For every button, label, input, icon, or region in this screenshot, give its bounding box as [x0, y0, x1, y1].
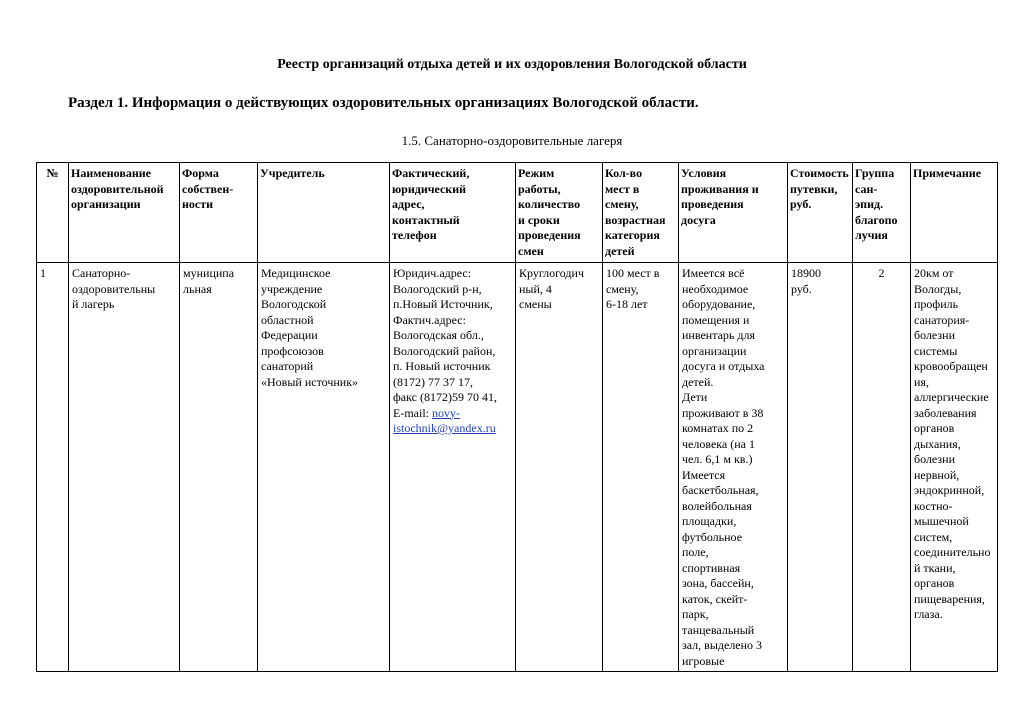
registry-table: [36, 162, 998, 672]
cell-capacity: 100 мест в смену, 6-18 лет: [603, 263, 679, 672]
table-header-row: [37, 163, 998, 263]
header-name: Наименование оздоровительной организации: [69, 163, 180, 263]
address-text: Юридич.адрес: Вологодский р-н, п.Новый Источник, Фактич.адрес: Вологодская обл., Вологодский район, п. Новый источник (8172) 77 37 17, факс (8172)59 70 41, E-mail:: [393, 266, 497, 420]
cell-ownership: муниципа льная: [180, 263, 258, 672]
cell-address: [390, 263, 516, 672]
cell-note: 20км от Вологды, профиль санатория- болезни системы кровообращен ия, аллергические заболевания органов дыхания, болезни нервной, эндокринной, костно- мышечной систем, соединительно й ткани, органов пищеварения, глаза.: [911, 263, 998, 672]
table-row: [37, 263, 998, 672]
cell-cost: 18900 руб.: [788, 263, 853, 672]
header-schedule: Режим работы, количество и сроки проведения смен: [516, 163, 603, 263]
header-capacity: Кол-во мест в смену, возрастная категория детей: [603, 163, 679, 263]
cell-conditions: Имеется всё необходимое оборудование, помещения и инвентарь для организации досуга и отдыха детей. Дети проживают в 38 комнатах по 2 человека (на 1 чел. 6,1 м кв.) Имеется баскетбольная, волейбольная площадки, футбольное поле, спортивная зона, бассейн, каток, скейт- парк, танцевальный зал, выделено 3 игровые: [679, 263, 788, 672]
header-conditions: Условия проживания и проведения досуга: [679, 163, 788, 263]
header-num: №: [37, 163, 69, 263]
header-cost: Стоимость путевки, руб.: [788, 163, 853, 263]
section-heading: Раздел 1. Информация о действующих оздоровительных организациях Вологодской области.: [68, 95, 699, 111]
cell-group: 2: [853, 263, 911, 672]
header-ownership: Форма собствен- ности: [180, 163, 258, 263]
cell-name: Санаторно- оздоровительны й лагерь: [69, 263, 180, 672]
header-group: Группа сан- эпид. благопо лучия: [853, 163, 911, 263]
header-note: Примечание: [911, 163, 998, 263]
cell-schedule: Круглогодич ный, 4 смены: [516, 263, 603, 672]
cell-founder: Медицинское учреждение Вологодской областной Федерации профсоюзов санаторий «Новый источник»: [258, 263, 390, 672]
header-founder: Учредитель: [258, 163, 390, 263]
cell-num: 1: [37, 263, 69, 672]
email-link[interactable]: novy- istochnik@yandex.ru: [393, 405, 496, 435]
subsection-heading: 1.5. Санаторно-оздоровительные лагеря: [401, 133, 623, 148]
header-address: Фактический, юридический адрес, контактный телефон: [390, 163, 516, 263]
document-title: Реестр организаций отдыха детей и их оздоровления Вологодской области: [277, 57, 747, 72]
